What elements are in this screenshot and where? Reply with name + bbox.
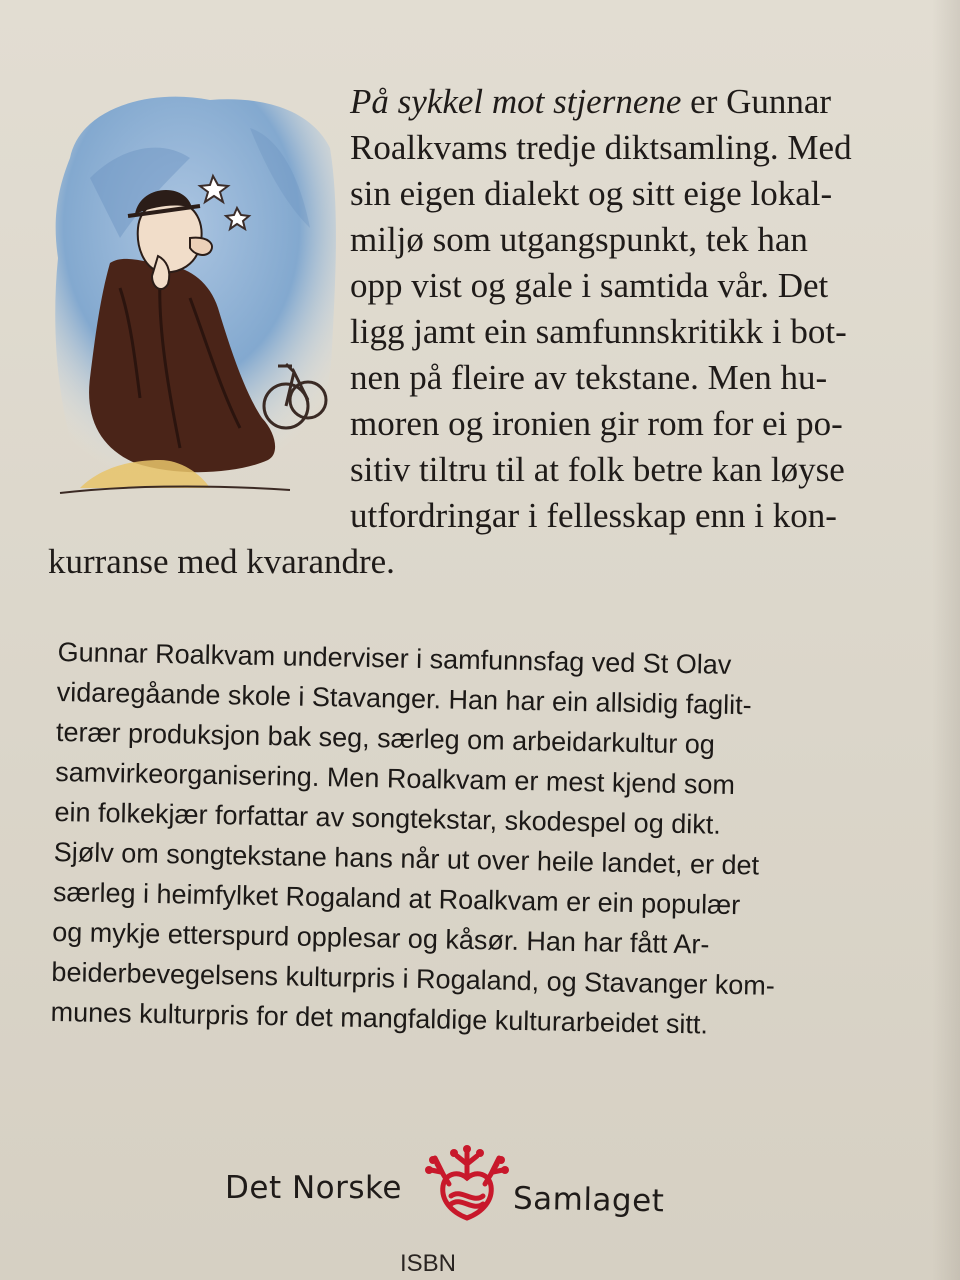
description-line: Roalkvams tredje diktsamling. Med — [350, 128, 852, 167]
description-line: er Gunnar — [681, 82, 832, 121]
bio-line: terær produksjon bak seg, særleg om arbeidarkultur og — [55, 716, 716, 760]
description-line: sin eigen dialekt og sitt eige lokal- — [350, 174, 833, 213]
publisher-name-left: Det Norske — [225, 1170, 402, 1206]
illustration-man-with-bicycle — [40, 88, 340, 503]
description-line: utfordringar i fellesskap enn i kon- — [350, 496, 837, 535]
description-line: opp vist og gale i samtida vår. Det — [350, 266, 829, 305]
isbn-fragment — [400, 1250, 480, 1280]
bio-line: Gunnar Roalkvam underviser i samfunnsfag ved St Olav — [57, 636, 732, 680]
author-bio — [50, 632, 878, 1048]
samlaget-knot-logo-icon — [421, 1140, 513, 1222]
bio-line: og mykje etterspurd opplesar og kåsør. Han har fått Ar- — [51, 916, 710, 960]
description-line: sitiv tiltru til at folk betre kan løyse — [350, 450, 845, 489]
publisher-imprint — [225, 1140, 685, 1230]
publisher-name-right: Samlaget — [512, 1180, 665, 1220]
bio-line: Sjølv om songtekstane hans når ut over heile landet, er det — [53, 836, 760, 881]
bio-line: særleg i heimfylket Rogaland at Roalkvam er ein populær — [52, 876, 741, 921]
bio-line: munes kulturpris for det mangfaldige kulturarbeidet sitt. — [50, 996, 709, 1040]
description-line: moren og ironien gir rom for ei po- — [350, 404, 843, 443]
bio-line: ein folkekjær forfattar av songtekstar, skodespel og dikt. — [54, 796, 722, 840]
description-line: ligg jamt ein samfunnskritikk i bot- — [350, 312, 847, 351]
book-title-italic: På sykkel mot stjernene — [350, 82, 682, 121]
description-line: nen på fleire av tekstane. Men hu- — [350, 358, 828, 397]
description-last-line: kurranse med kvarandre. — [48, 542, 395, 581]
description-line: miljø som utgangspunkt, tek han — [350, 220, 808, 259]
bio-line: beiderbevegelsens kulturpris i Rogaland, og Stavanger kom- — [51, 956, 776, 1001]
isbn-label: ISBN — [400, 1250, 457, 1277]
bio-line: samvirkeorganisering. Men Roalkvam er mest kjend som — [55, 756, 736, 801]
bio-line: vidaregåande skole i Stavanger. Han har ein allsidig faglit- — [56, 676, 752, 721]
book-description — [350, 79, 895, 539]
